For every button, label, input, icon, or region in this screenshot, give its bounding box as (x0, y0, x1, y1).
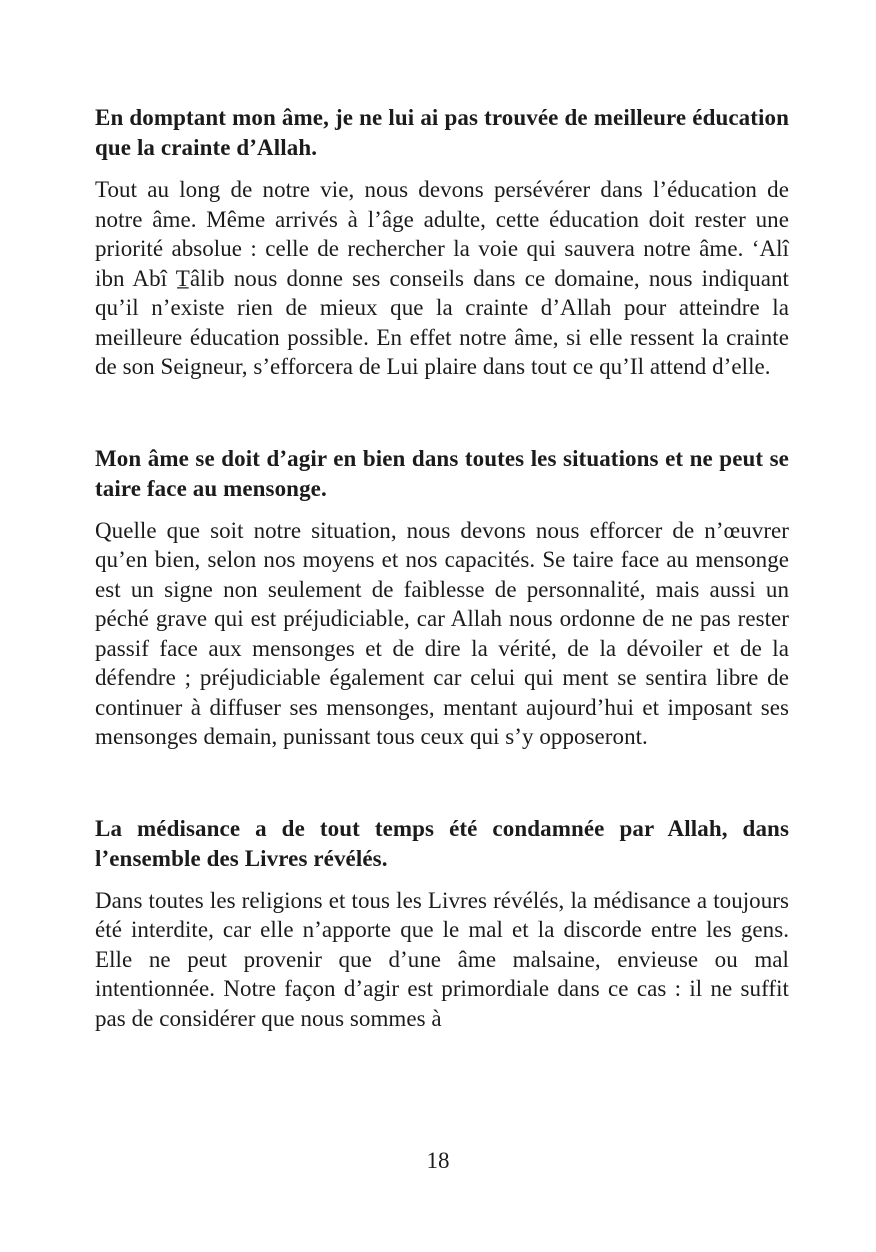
page-content (95, 103, 789, 1033)
section-medisance (95, 814, 789, 1034)
section-education (95, 103, 789, 382)
section-heading: La médisance a de tout temps été condamnée par Allah, dans l’ensemble des Livres révélés. (95, 815, 789, 871)
section-paragraph: Tout au long de notre vie, nous devons persévérer dans l’éducation de notre âme. Même arrivés à l’âge adulte, cette éducation doit rester une priorité absolue : celle de rechercher la voie qui sauvera notre âme. ‘Alî ibn Abî T̲âlib nous donne ses conseils dans ce domaine, nous indiquant qu’il n’existe rien de mieux que la crainte d’Allah pour atteindre la meilleure éducation possible. En effet notre âme, si elle ressent la crainte de son Seigneur, s’efforcera de Lui plaire dans tout ce qu’Il attend d’elle. (95, 177, 789, 379)
section-heading: En domptant mon âme, je ne lui ai pas trouvée de meilleure éducation que la crainte d’Allah. (95, 105, 789, 160)
page-number: 18 (426, 1148, 450, 1173)
section-paragraph: Dans toutes les religions et tous les Livres révélés, la médisance a toujours été interdite, car elle n’apporte que le mal et la discorde entre les gens. Elle ne peut provenir que d’une âme malsaine, envieuse ou mal intentionnée. Notre façon d’agir est primordiale dans ce cas : il ne suffit pas de considérer que nous sommes à (95, 887, 789, 1031)
section-mensonge (95, 444, 789, 752)
section-paragraph: Quelle que soit notre situation, nous devons nous efforcer de n’œuvrer qu’en bien, selon nos moyens et nos capacités. Se taire face au mensonge est un signe non seulement de faiblesse de personnalité, mais aussi un péché grave qui est préjudiciable, car Allah nous ordonne de ne pas rester passif face aux mensonges et de dire la vérité, de la dévoiler et de la défendre ; préjudiciable également car celui qui ment se sentira libre de continuer à diffuser ses mensonges, mentant aujourd’hui et imposant ses mensonges demain, punissant tous ceux qui s’y opposeront. (95, 517, 789, 749)
section-heading: Mon âme se doit d’agir en bien dans toutes les situations et ne peut se taire face au mensonge. (95, 445, 789, 501)
